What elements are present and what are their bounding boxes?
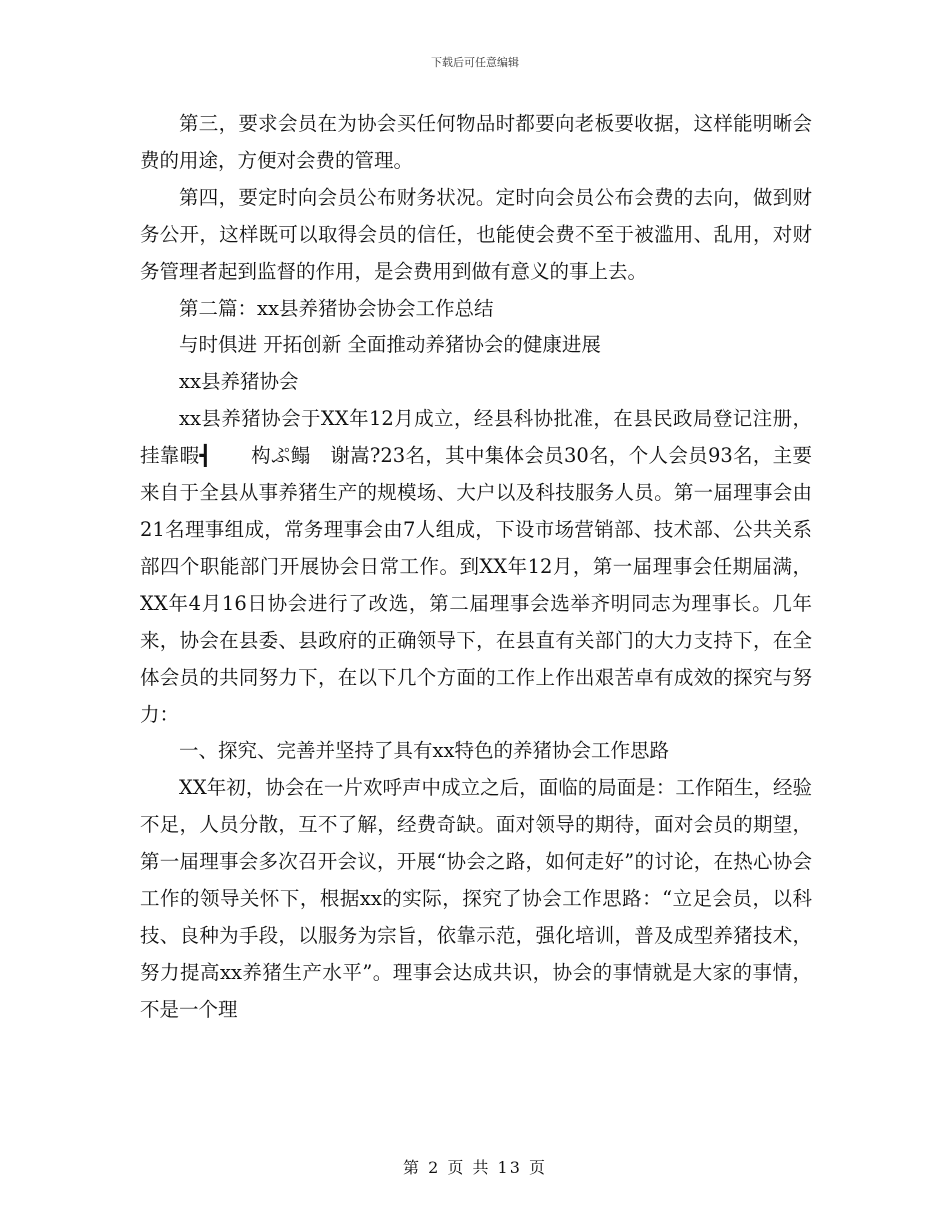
paragraph-3: xx县养猪协会于XX年12月成立，经县科协批准，在县民政局登记注册，挂靠暇┫ 构ぷ鳎 谢嵩?23名，其中集体会员30名，个人会员93名，主要来自于全县从事养猪生产的规模场、大户以及科技服务人员。第一届理事会由21名理事组成，常务理事会由7人组成，下设市场营销部、技术部、公共关系部四个职能部门开展协会日常工作。到XX年12月，第一届理事会任期届满，XX年4月16日协会进行了改选，第二届理事会选举齐明同志为理事长。几年来，协会在县委、县政府的正确领导下，在县直有关部门的大力支持下，在全体会员的共同努力下，在以下几个方面的工作上作出艰苦卓有成效的探究与努力：	[140, 407, 812, 726]
paragraph-1: 第三，要求会员在为协会买任何物品时都要向老板要收据，这样能明晰会费的用途，方便对会费的管理。	[140, 112, 812, 172]
section-author: xx县养猪协会	[179, 370, 299, 394]
page-footer: 第 2 页 共 13 页	[403, 1158, 547, 1177]
document-body	[140, 106, 812, 1029]
paragraph-2: 第四，要定时向会员公布财务状况。定时向会员公布会费的去向，做到财务公开，这样既可以取得会员的信任，也能使会费不至于被滥用、乱用，对财务管理者起到监督的作用，是会费用到做有意义的事上去。	[140, 185, 812, 283]
section-title: 第二篇：xx县养猪协会协会工作总结	[179, 296, 494, 320]
paragraph-4: XX年初，协会在一片欢呼声中成立之后，面临的局面是：工作陌生，经验不足，人员分散，互不了解，经费奇缺。面对领导的期待，面对会员的期望，第一届理事会多次召开会议，开展“协会之路，如何走好”的讨论，在热心协会工作的领导关怀下，根据xx的实际，探究了协会工作思路：“立足会员，以科技、良种为手段，以服务为宗旨，依靠示范，强化培训，普及成型养猪技术，努力提高xx养猪生产水平”。理事会达成共识，协会的事情就是大家的事情，不是一个理	[140, 776, 812, 1021]
section-subtitle: 与时俱进 开拓创新 全面推动养猪协会的健康进展	[179, 333, 601, 357]
page-header: 下载后可任意编辑	[431, 56, 519, 69]
subheading-1: 一、探究、完善并坚持了具有xx特色的养猪协会工作思路	[179, 739, 669, 763]
